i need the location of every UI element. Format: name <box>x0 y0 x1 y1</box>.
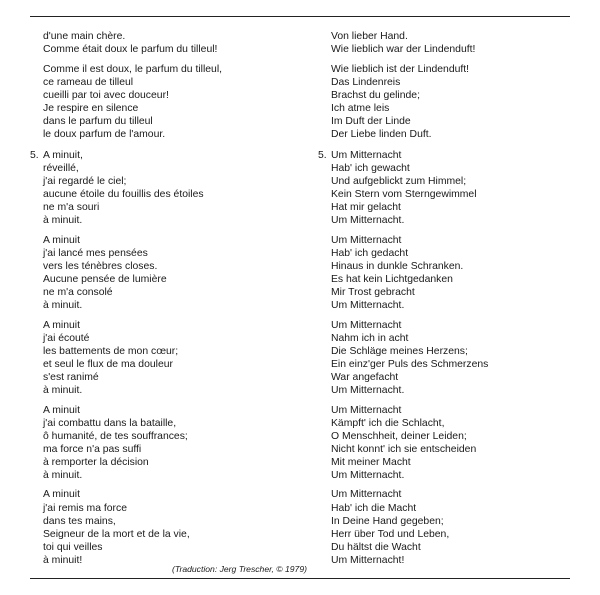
verse-text: aucune étoile du fouillis des étoiles <box>43 189 204 201</box>
stanza <box>318 234 588 312</box>
verse-line <box>43 63 300 76</box>
verse-text: Um Mitternacht <box>331 404 402 416</box>
verse-text: Hab' ich die Macht <box>331 502 417 514</box>
verse-line <box>43 247 300 260</box>
verse-line <box>43 332 300 345</box>
verse-text: Und aufgeblickt zum Himmel; <box>331 176 467 188</box>
verse-line <box>331 528 588 541</box>
verse-text: Um Mitternacht. <box>331 215 405 227</box>
verse-line <box>43 162 300 175</box>
verse-text: Um Mitternacht. <box>331 384 405 396</box>
verse-text: vers les ténèbres closes. <box>43 260 158 272</box>
verse-line <box>331 371 588 384</box>
verse-text: ne m'a souri <box>43 202 100 214</box>
verse-text: ma force n'a pas suffi <box>43 443 142 455</box>
verse-line <box>43 456 300 469</box>
verse-line <box>331 469 588 482</box>
verse-text: A minuit <box>43 319 80 331</box>
verse-line <box>43 404 300 417</box>
stanza <box>318 404 588 482</box>
stanza <box>30 149 300 227</box>
verse-line <box>331 76 588 89</box>
verse-line <box>43 128 300 141</box>
verse-text: Es hat kein Lichtgedanken <box>331 273 453 285</box>
verse-line <box>43 260 300 273</box>
verse-line <box>43 541 300 554</box>
verse-text: Seigneur de la mort et de la vie, <box>43 528 190 540</box>
french-column <box>30 30 300 573</box>
verse-line <box>331 541 588 554</box>
verse-text: O Menschheit, deiner Leiden; <box>331 430 467 442</box>
verse-text: et seul le flux de ma douleur <box>43 358 173 370</box>
verse-line <box>331 515 588 528</box>
verse-line <box>43 488 300 501</box>
verse-line <box>331 319 588 332</box>
verse-line <box>43 443 300 456</box>
verse-text: le doux parfum de l'amour. <box>43 128 166 140</box>
verse-text: dans le parfum du tilleul <box>43 115 153 127</box>
verse-text: ne m'a consolé <box>43 287 113 299</box>
verse-text: d'une main chère. <box>43 31 126 42</box>
verse-text: Wie lieblich ist der Lindenduft! <box>331 63 470 75</box>
verse-text: Um Mitternacht <box>331 234 402 246</box>
verse-text: les battements de mon cœur; <box>43 345 179 357</box>
verse-line <box>331 260 588 273</box>
stanza <box>318 319 588 397</box>
verse-line <box>43 201 300 214</box>
verse-text: j'ai lancé mes pensées <box>43 247 148 259</box>
verse-line <box>331 299 588 312</box>
verse-line <box>331 358 588 371</box>
verse-line <box>43 286 300 299</box>
verse-text: s'est ranimé <box>43 371 99 383</box>
verse-line <box>331 417 588 430</box>
verse-text: Mir Trost gebracht <box>331 287 415 299</box>
verse-line <box>331 162 588 175</box>
translation-credit: (Traduction: Jerg Trescher, © 1979) <box>172 564 307 574</box>
verse-line <box>331 502 588 515</box>
verse-text: Du hältst die Wacht <box>331 541 421 553</box>
verse-text: réveillé, <box>43 163 79 175</box>
stanza <box>30 319 300 397</box>
verse-text: j'ai remis ma force <box>43 502 127 514</box>
verse-line <box>331 89 588 102</box>
verse-line <box>331 488 588 501</box>
verse-line <box>331 286 588 299</box>
bottom-rule <box>30 578 570 579</box>
stanza <box>318 149 588 227</box>
verse-line <box>331 188 588 201</box>
verse-text: à minuit. <box>43 215 83 227</box>
verse-line <box>43 358 300 371</box>
verse-line <box>331 384 588 397</box>
verse-line <box>331 175 588 188</box>
verse-text: Nicht konnt' ich sie entscheiden <box>331 443 477 455</box>
verse-text: Der Liebe linden Duft. <box>331 128 432 140</box>
verse-text: Wie lieblich war der Lindenduft! <box>331 44 476 56</box>
verse-line <box>331 345 588 358</box>
verse-line <box>331 456 588 469</box>
verse-line <box>331 201 588 214</box>
verse-line <box>331 404 588 417</box>
verse-text: Comme il est doux, le parfum du tilleul, <box>43 63 223 75</box>
verse-text: Ich atme leis <box>331 102 390 114</box>
verse-text: à minuit. <box>43 300 83 312</box>
stanza <box>30 63 300 141</box>
verse-text: j'ai combattu dans la bataille, <box>43 417 177 429</box>
verse-text: Herr über Tod und Leben, <box>331 528 450 540</box>
verse-line <box>331 102 588 115</box>
verse-line <box>43 76 300 89</box>
verse-line <box>43 214 300 227</box>
verse-line <box>331 332 588 345</box>
verse-text: à minuit! <box>43 554 83 566</box>
verse-text: j'ai écouté <box>43 332 90 344</box>
verse-line <box>43 115 300 128</box>
verse-line <box>43 528 300 541</box>
verse-text: Um Mitternacht <box>331 149 402 161</box>
verse-line <box>331 115 588 128</box>
verse-text: Von lieber Hand. <box>331 31 408 42</box>
verse-text: Ein einz'ger Puls des Schmerzens <box>331 358 489 370</box>
verse-line <box>43 43 300 56</box>
verse-text: Kämpft' ich die Schlacht, <box>331 417 445 429</box>
verse-line <box>331 430 588 443</box>
verse-line <box>43 175 300 188</box>
verse-text: A minuit <box>43 489 80 501</box>
verse-line <box>331 128 588 141</box>
verse-line <box>331 214 588 227</box>
verse-line <box>43 102 300 115</box>
verse-line <box>43 502 300 515</box>
stanza-number: 5. <box>318 149 327 161</box>
stanza <box>30 404 300 482</box>
verse-line <box>331 43 588 56</box>
verse-line <box>43 371 300 384</box>
verse-text: toi qui veilles <box>43 541 103 553</box>
verse-line <box>43 299 300 312</box>
verse-text: Um Mitternacht! <box>331 554 405 566</box>
verse-text: In Deine Hand gegeben; <box>331 515 444 527</box>
verse-text: Die Schläge meines Herzens; <box>331 345 468 357</box>
verse-text: cueilli par toi avec douceur! <box>43 89 169 101</box>
verse-text: à remporter la décision <box>43 456 149 468</box>
verse-text: Mit meiner Macht <box>331 456 411 468</box>
verse-text: ô humanité, de tes souffrances; <box>43 430 188 442</box>
verse-line <box>331 30 588 43</box>
verse-text: A minuit <box>43 234 80 246</box>
verse-text: Im Duft der Linde <box>331 115 411 127</box>
verse-line <box>43 89 300 102</box>
german-column <box>318 30 588 573</box>
verse-text: ce rameau de tilleul <box>43 76 134 88</box>
verse-line <box>43 430 300 443</box>
verse-text: Um Mitternacht <box>331 319 402 331</box>
verse-text: Hab' ich gewacht <box>331 163 410 175</box>
verse-text: Aucune pensée de lumière <box>43 273 167 285</box>
verse-line <box>331 273 588 286</box>
verse-line <box>43 515 300 528</box>
verse-text: Um Mitternacht <box>331 489 402 501</box>
stanza <box>318 488 588 566</box>
verse-text: Comme était doux le parfum du tilleul! <box>43 44 218 56</box>
verse-text: Nahm ich in acht <box>331 332 409 344</box>
stanza <box>30 30 300 56</box>
verse-line <box>43 30 300 43</box>
verse-text: A minuit, <box>43 149 83 161</box>
verse-line <box>331 63 588 76</box>
stanza <box>318 63 588 141</box>
verse-text: Um Mitternacht. <box>331 300 405 312</box>
verse-line <box>331 247 588 260</box>
verse-line <box>43 384 300 397</box>
verse-line <box>43 345 300 358</box>
verse-line <box>43 273 300 286</box>
verse-line <box>318 149 588 162</box>
verse-text: Hinaus in dunkle Schranken. <box>331 260 464 272</box>
verse-text: Hab' ich gedacht <box>331 247 409 259</box>
verse-line <box>43 234 300 247</box>
verse-text: dans tes mains, <box>43 515 116 527</box>
verse-line <box>331 554 588 567</box>
stanza-number: 5. <box>30 149 39 161</box>
verse-text: à minuit. <box>43 469 83 481</box>
verse-line <box>331 443 588 456</box>
verse-text: Hat mir gelacht <box>331 202 401 214</box>
verse-line <box>30 149 300 162</box>
verse-text: Das Lindenreis <box>331 76 401 88</box>
verse-text: A minuit <box>43 404 80 416</box>
verse-line <box>43 469 300 482</box>
top-rule <box>30 16 570 17</box>
verse-text: War angefacht <box>331 371 399 383</box>
stanza <box>30 234 300 312</box>
verse-line <box>43 417 300 430</box>
verse-line <box>331 234 588 247</box>
stanza <box>318 30 588 56</box>
verse-text: à minuit. <box>43 384 83 396</box>
verse-text: Je respire en silence <box>43 102 139 114</box>
verse-text: Brachst du gelinde; <box>331 89 420 101</box>
verse-text: Um Mitternacht. <box>331 469 405 481</box>
verse-text: j'ai regardé le ciel; <box>43 176 127 188</box>
verse-line <box>43 188 300 201</box>
verse-text: Kein Stern vom Sterngewimmel <box>331 189 477 201</box>
stanza <box>30 488 300 566</box>
verse-line <box>43 319 300 332</box>
